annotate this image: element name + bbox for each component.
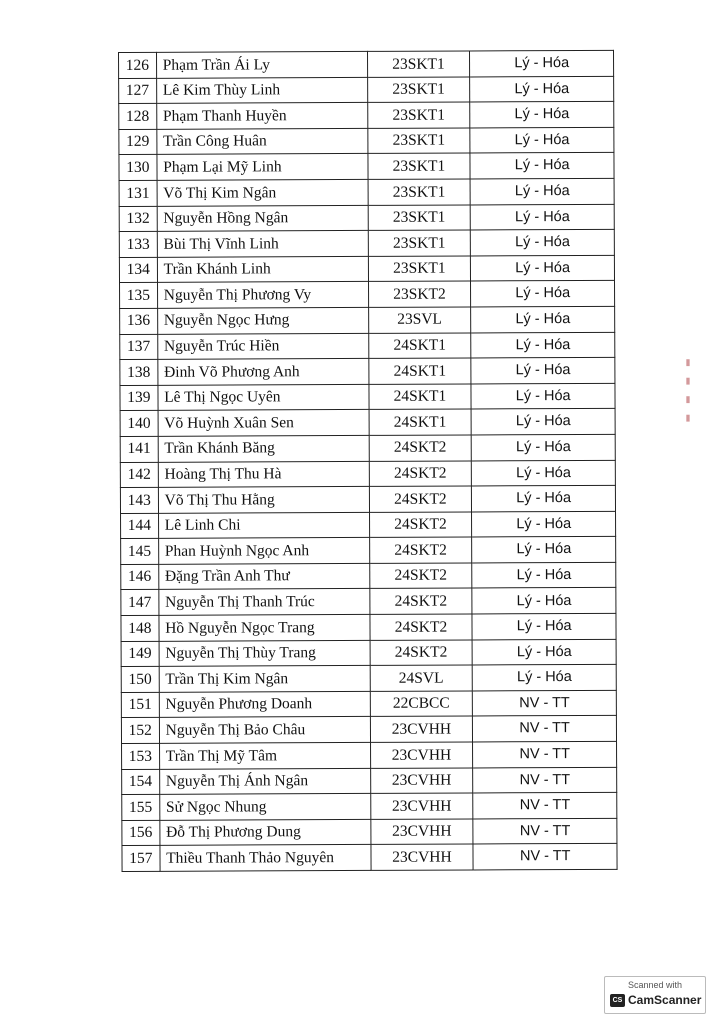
student-name: Lê Thị Ngọc Uyên [158, 384, 369, 411]
student-name: Đỗ Thị Phương Dung [160, 819, 371, 846]
table-row [122, 767, 617, 795]
table-row [120, 434, 615, 462]
student-name: Trần Khánh Linh [157, 256, 368, 283]
row-number: 128 [119, 104, 157, 130]
row-number: 136 [120, 308, 158, 334]
subject-group: Lý - Hóa [471, 306, 615, 332]
subject-group: Lý - Hóa [472, 511, 616, 537]
class-code: 24SKT1 [368, 332, 471, 358]
class-code: 23SKT1 [368, 256, 471, 282]
row-number: 134 [119, 257, 157, 283]
subject-group: NV - TT [473, 793, 617, 819]
subject-group: Lý - Hóa [471, 357, 615, 383]
subject-group: Lý - Hóa [471, 229, 615, 255]
table-row [119, 76, 614, 104]
student-name: Võ Huỳnh Xuân Sen [158, 410, 369, 437]
class-code: 24SKT1 [368, 384, 471, 410]
table-row [119, 50, 614, 78]
student-name: Nguyễn Trúc Hiền [157, 333, 368, 360]
student-name: Đinh Võ Phương Anh [158, 359, 369, 386]
row-number: 154 [122, 769, 160, 795]
row-number: 132 [119, 206, 157, 232]
class-code: 23SKT1 [367, 153, 470, 179]
class-code: 23CVHH [370, 819, 473, 845]
table-row [120, 306, 615, 334]
class-code: 24SKT2 [369, 460, 472, 486]
subject-group: NV - TT [473, 716, 617, 742]
subject-group: Lý - Hóa [472, 434, 616, 460]
student-name: Bùi Thị Vĩnh Linh [157, 231, 368, 258]
class-code: 24SVL [370, 665, 473, 691]
class-code: 24SKT2 [369, 537, 472, 563]
class-code: 23SKT1 [368, 230, 471, 256]
class-code: 23CVHH [370, 768, 473, 794]
subject-group: Lý - Hóa [471, 409, 615, 435]
student-name: Nguyễn Thị Bảo Châu [159, 717, 370, 744]
table-row [119, 102, 614, 130]
subject-group: Lý - Hóa [471, 383, 615, 409]
table-row [121, 665, 616, 693]
table-row [121, 537, 616, 565]
student-name: Trần Khánh Băng [158, 435, 369, 462]
subject-group: Lý - Hóa [472, 639, 616, 665]
student-name: Phạm Thanh Huyền [156, 103, 367, 130]
camscanner-logo-icon: CS [610, 994, 625, 1007]
subject-group: Lý - Hóa [471, 255, 615, 281]
table-body [119, 50, 618, 871]
subject-group: Lý - Hóa [472, 537, 616, 563]
row-number: 155 [122, 795, 160, 821]
row-number: 147 [121, 590, 159, 616]
subject-group: Lý - Hóa [473, 665, 617, 691]
subject-group: NV - TT [473, 767, 617, 793]
table-row [120, 460, 615, 488]
class-code: 23SVL [368, 307, 471, 333]
student-name: Nguyễn Thị Phương Vy [157, 282, 368, 309]
student-name: Nguyễn Thị Thùy Trang [159, 640, 370, 667]
student-name: Đặng Trần Anh Thư [158, 563, 369, 590]
table-row [121, 639, 616, 667]
class-code: 23SKT1 [367, 51, 470, 77]
subject-group: Lý - Hóa [472, 460, 616, 486]
row-number: 129 [119, 129, 157, 155]
table-row [122, 793, 617, 821]
subject-group: Lý - Hóa [472, 485, 616, 511]
student-name: Nguyễn Thị Ánh Ngân [159, 768, 370, 795]
table-row [119, 127, 614, 155]
row-number: 148 [121, 615, 159, 641]
table-row [121, 511, 616, 539]
class-code: 24SKT2 [369, 435, 472, 461]
row-number: 152 [121, 718, 159, 744]
row-number: 130 [119, 155, 157, 181]
row-number: 133 [119, 231, 157, 257]
class-code: 23SKT1 [367, 102, 470, 128]
table-row [121, 588, 616, 616]
row-number: 146 [121, 564, 159, 590]
subject-group: NV - TT [473, 741, 617, 767]
table-row [121, 716, 616, 744]
table-row [119, 229, 614, 257]
row-number: 140 [120, 411, 158, 437]
student-name: Phạm Lại Mỹ Linh [157, 154, 368, 181]
row-number: 151 [121, 692, 159, 718]
subject-group: Lý - Hóa [470, 178, 614, 204]
row-number: 144 [121, 513, 159, 539]
table-row [120, 485, 615, 513]
subject-group: Lý - Hóa [470, 127, 614, 153]
row-number: 145 [121, 539, 159, 565]
table-row [119, 204, 614, 232]
class-code: 23CVHH [370, 793, 473, 819]
student-name: Võ Thị Kim Ngân [157, 179, 368, 206]
table-row [122, 818, 617, 846]
row-number: 143 [120, 487, 158, 513]
class-code: 24SKT2 [369, 486, 472, 512]
row-number: 139 [120, 385, 158, 411]
student-name: Lê Kim Thùy Linh [156, 77, 367, 104]
student-name: Nguyễn Hồng Ngân [157, 205, 368, 232]
table-row [120, 332, 615, 360]
class-code: 24SKT2 [369, 512, 472, 538]
class-code: 24SKT2 [369, 588, 472, 614]
student-name: Nguyễn Phương Doanh [159, 691, 370, 718]
class-code: 23CVHH [370, 844, 473, 870]
class-code: 23SKT2 [368, 281, 471, 307]
table-row [119, 178, 614, 206]
subject-group: Lý - Hóa [470, 50, 614, 76]
table-row [122, 741, 617, 769]
camscanner-watermark [604, 976, 706, 1014]
row-number: 131 [119, 180, 157, 206]
row-number: 149 [121, 641, 159, 667]
table-row [120, 281, 615, 309]
row-number: 135 [120, 283, 158, 309]
student-name: Hoàng Thị Thu Hà [158, 461, 369, 488]
class-code: 24SKT1 [369, 409, 472, 435]
row-number: 138 [120, 359, 158, 385]
subject-group: Lý - Hóa [470, 76, 614, 102]
student-name: Nguyễn Thị Thanh Trúc [159, 589, 370, 616]
row-number: 156 [122, 820, 160, 846]
subject-group: Lý - Hóa [472, 562, 616, 588]
row-number: 141 [120, 436, 158, 462]
table-row [119, 255, 614, 283]
subject-group: NV - TT [473, 844, 617, 870]
margin-stamp-mark: ▮ ▮ ▮ ▮ [684, 358, 694, 427]
class-code: 23SKT1 [367, 77, 470, 103]
student-name: Hồ Nguyễn Ngọc Trang [159, 614, 370, 641]
watermark-top-text: Scanned with [627, 980, 683, 990]
table-row [121, 562, 616, 590]
student-name: Sử Ngọc Nhung [159, 794, 370, 821]
student-name: Phan Huỳnh Ngọc Anh [158, 538, 369, 565]
subject-group: Lý - Hóa [470, 102, 614, 128]
student-name: Nguyễn Ngọc Hưng [157, 307, 368, 334]
row-number: 126 [119, 52, 157, 78]
class-code: 23CVHH [370, 742, 473, 768]
class-code: 24SKT2 [369, 614, 472, 640]
class-code: 23SKT1 [368, 205, 471, 231]
row-number: 153 [122, 743, 160, 769]
subject-group: Lý - Hóa [471, 281, 615, 307]
student-name: Lê Linh Chi [158, 512, 369, 539]
student-name: Võ Thị Thu Hằng [158, 487, 369, 514]
row-number: 137 [120, 334, 158, 360]
student-name: Thiều Thanh Thảo Nguyên [160, 845, 371, 872]
table-row [119, 153, 614, 181]
class-code: 23CVHH [370, 716, 473, 742]
student-name: Trần Thị Kim Ngân [159, 666, 370, 693]
table-row [121, 613, 616, 641]
subject-group: NV - TT [473, 818, 617, 844]
class-code: 24SKT1 [368, 358, 471, 384]
class-code: 22CBCC [370, 691, 473, 717]
subject-group: NV - TT [473, 690, 617, 716]
class-code: 24SKT2 [370, 640, 473, 666]
watermark-brand: CamScanner [628, 993, 702, 1007]
subject-group: Lý - Hóa [470, 153, 614, 179]
row-number: 150 [121, 667, 159, 693]
subject-group: Lý - Hóa [472, 588, 616, 614]
student-table [118, 50, 618, 872]
class-code: 23SKT1 [368, 179, 471, 205]
table-row [122, 844, 617, 872]
row-number: 127 [119, 78, 157, 104]
class-code: 24SKT2 [369, 563, 472, 589]
class-code: 23SKT1 [367, 128, 470, 154]
table-row [120, 409, 615, 437]
table-row [120, 357, 615, 385]
subject-group: Lý - Hóa [472, 613, 616, 639]
row-number: 157 [122, 846, 160, 872]
student-name: Trần Thị Mỹ Tâm [159, 742, 370, 769]
student-name: Phạm Trần Ái Ly [156, 51, 367, 78]
row-number: 142 [120, 462, 158, 488]
table-row [120, 383, 615, 411]
student-name: Trần Công Huân [157, 128, 368, 155]
subject-group: Lý - Hóa [471, 332, 615, 358]
table-row [121, 690, 616, 718]
subject-group: Lý - Hóa [471, 204, 615, 230]
